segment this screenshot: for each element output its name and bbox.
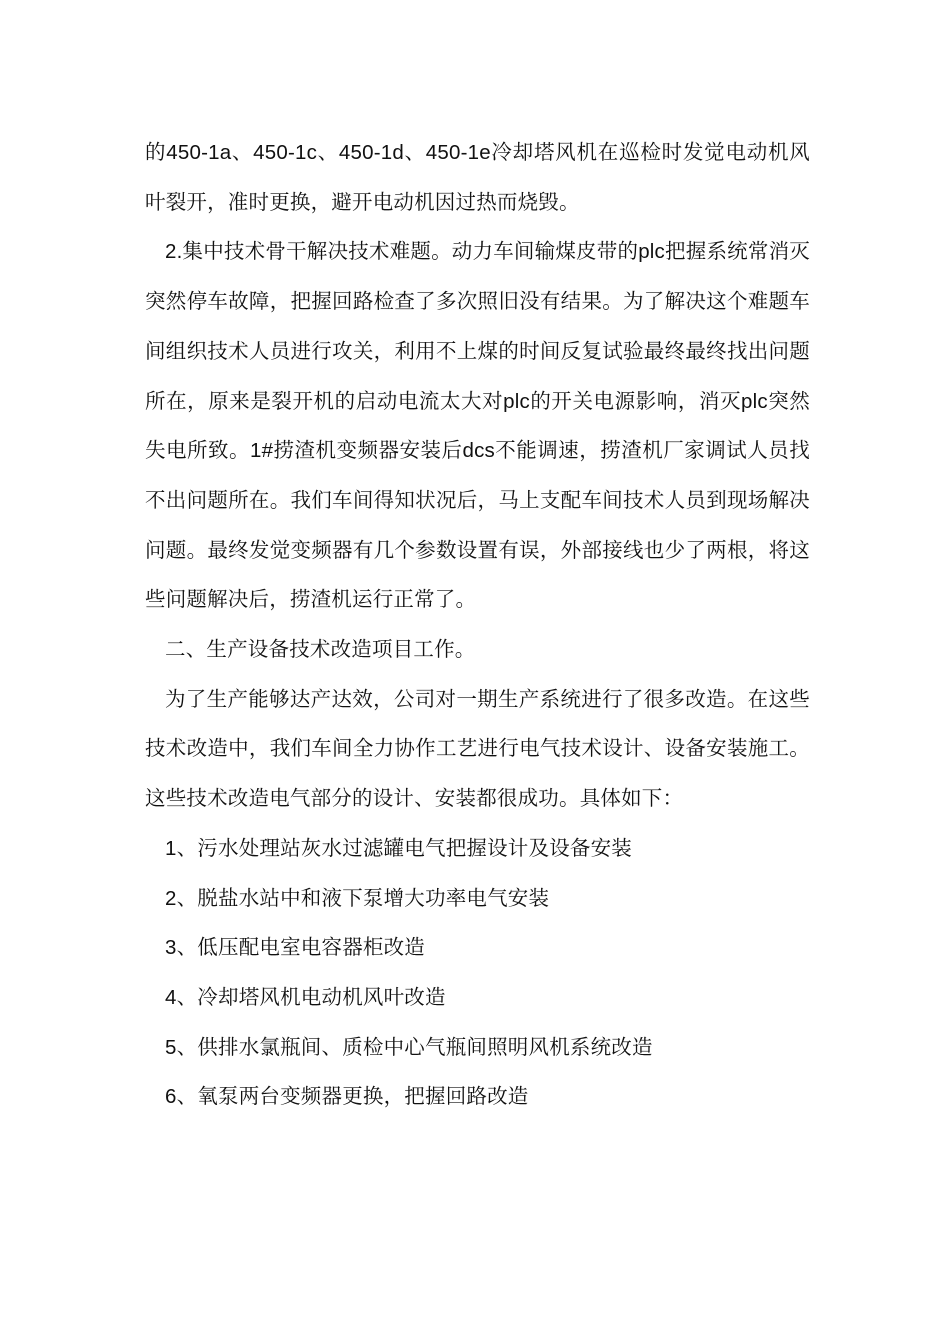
document-body xyxy=(145,128,810,1122)
list-item: 6、氧泵两台变频器更换，把握回路改造 xyxy=(165,1085,529,1109)
paragraph-section-intro: 为了生产能够达产达效，公司对一期生产系统进行了很多改造。在这些技术改造中，我们车间全力协作工艺进行电气技术设计、设备安装施工。这些技术改造电气部分的设计、安装都很成功。具体如下： xyxy=(145,687,810,811)
list-item: 5、供排水氯瓶间、质检中心气瓶间照明风机系统改造 xyxy=(165,1035,653,1059)
paragraph-continuation: 的450-1a、450-1c、450-1d、450-1e冷却塔风机在巡检时发觉电动机风叶裂开，准时更换，避开电动机因过热而烧毁。 xyxy=(145,141,810,214)
list-item: 2、脱盐水站中和液下泵增大功率电气安装 xyxy=(165,886,550,910)
section-heading: 二、生产设备技术改造项目工作。 xyxy=(165,638,476,662)
list-item: 4、冷却塔风机电动机风叶改造 xyxy=(165,985,446,1009)
paragraph-item-2: 2.集中技术骨干解决技术难题。动力车间输煤皮带的plc把握系统常消灭突然停车故障，把握回路检查了多次照旧没有结果。为了解决这个难题车间组织技术人员进行攻关，利用不上煤的时间反复试验最终最终找出问题所在，原来是裂开机的启动电流太大对plc的开关电源影响，消灭plc突然失电所致。1#捞渣机变频器安装后dcs不能调速，捞渣机厂家调试人员找不出问题所在。我们车间得知状况后，马上支配车间技术人员到现场解决问题。最终发觉变频器有几个参数设置有误，外部接线也少了两根，将这些问题解决后，捞渣机运行正常了。 xyxy=(145,240,810,612)
list-item: 1、污水处理站灰水过滤罐电气把握设计及设备安装 xyxy=(165,836,632,860)
list-item: 3、低压配电室电容器柜改造 xyxy=(165,936,426,960)
